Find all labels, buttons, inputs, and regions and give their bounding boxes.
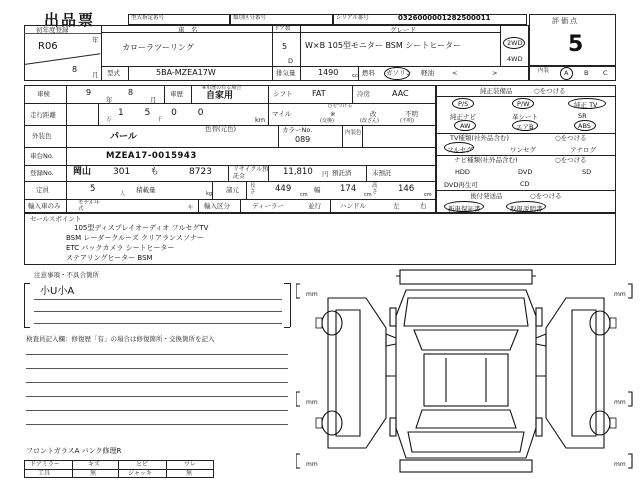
grade-value: W×B 105型モニター BSM シートヒーター [305,41,462,50]
shift-label: シフト [273,90,293,98]
wid-value: 174 [340,184,357,194]
equip-pw: P/W [517,100,530,108]
recycle-unit: 円 [322,170,329,178]
wid-label: 幅 [314,186,321,194]
serial-label: シリアル番号 [336,15,369,21]
selling-line-4: ステアリングヒーター BSM [66,254,153,262]
plate-region: 岡山 [73,167,92,177]
rear-note: ○をつける [530,192,562,200]
selling-line-3: ETC バックカメラ シートヒーター [66,244,175,252]
mileage-man: 万 [106,117,112,123]
equipment-title: 純正装備品 [480,87,513,95]
displacement-unit: cc [352,73,359,79]
hei-cm: cm [424,192,432,198]
shift-value: FAT [312,89,326,98]
legend-mirror: ドアミラー [30,461,60,468]
color-code-value: 089 [295,135,311,144]
notes-title: 注意事項・不具合箇所 [34,271,99,279]
legend-jack: ジャッキ [128,470,152,477]
import-parallel: 並行 [308,202,321,210]
inspection-year-unit: 年 [106,96,113,104]
legend-crack: ヒビ [136,461,149,468]
fuel-diesel: 軽油 [421,69,434,77]
tv-oneseg: ワンセグ [510,146,536,154]
selling-line-1: 105型ディスプレイオーディオ フルセグTV [74,224,209,232]
mileage-note: ○をつける [328,103,353,109]
len-value: 449 [275,184,292,194]
model-code-label: 型式指定番号 [131,15,165,21]
legend-jack-val: 無 [186,470,193,477]
nav-dvd: DVD [518,168,533,176]
mileage-sub2: (改ざん) [360,118,379,124]
model-value: 5BA-MZEA17W [156,68,216,77]
nav-title: ナビ種類(社外品含む) [454,156,518,164]
vehicle-name-value: カローラツーリング [122,43,194,52]
plate-number: 8723 [189,167,212,177]
use-label: 車歴 [170,90,183,98]
first-reg-year: R06 [38,41,58,52]
plate-label: 登録No. [30,169,54,177]
color-code-label: カラーNo. [282,126,313,134]
use-value: 自家用 [206,91,234,101]
tv-analog: アナログ [570,146,596,154]
mileage-opt3: 不明 [405,110,418,118]
color-name-label: 色替(元色) [205,125,237,133]
nav-note: ○をつける [555,156,587,164]
inspection-year: 9 [86,88,92,97]
grade-c: C [603,69,608,77]
ac-value: AAC [392,89,409,98]
mm-label-2: mm [306,399,318,406]
windshield-note: フロントガラスA バンク修理R [26,447,122,455]
damage-diagram [296,268,636,478]
load-unit: kg [206,191,213,197]
doors-value: 5 [282,42,288,51]
vehicle-name-label: 車 名 [178,26,198,34]
nav-sd: SD [582,168,592,176]
mm-label-6: mm [614,461,626,468]
plate-class: 301 [113,167,131,177]
wid-cm: cm [364,192,372,198]
hei-label: 高さ [372,183,378,195]
car-diagram-icon [296,268,636,478]
rating-label: 評価点 [552,17,579,25]
doors-unit: D [288,57,294,65]
inspector-title: 検査員記入欄：修復歴「有」の場合は修復箇所・交換箇所を記入 [26,335,215,343]
rear-warranty: 新車保証書 [448,205,481,213]
displacement-value: 1490 [318,68,339,77]
drive-2wd: 2WD [507,39,523,47]
equip-tv: 純正 TV [574,101,598,109]
equip-sr: SR [578,112,587,120]
mile-label: マイル [272,110,292,118]
first-reg-month-unit: 月 [92,71,99,79]
selling-line-2: BSM レーダークルーズ クリアランスソナー [66,234,204,242]
inspection-month-unit: 月 [150,96,157,104]
rating-value: 5 [568,32,584,57]
recycle-value: 11,810 [283,167,313,177]
plate-kana: も [150,167,160,177]
cd-label: CD [520,180,530,188]
nav-hdd: HDD [455,168,470,176]
use-top: ※車歴の有る場合 [202,85,242,91]
dim-label: 諸元 [226,186,239,194]
import-only-label: 輸入車のみ [28,202,61,210]
import-type-label: 輸入区分 [204,202,230,210]
interior-color-label: 内装色 [345,130,362,136]
mileage-sub3: (不明) [400,118,414,124]
legend-tools-val: 無 [90,470,97,477]
displacement-label: 排気量 [276,69,296,77]
hei-value: 146 [398,184,415,194]
color-value: パール [110,132,137,142]
import-left: 左 [393,202,400,210]
import-dealer: ディーラー [252,202,284,210]
chassis-label: 車台No. [30,152,54,160]
mileage-sen: 千 [157,117,163,123]
sheet-title: 出品票 [44,11,96,29]
mileage-opt1: ※ [330,110,336,118]
recycle-label: リサイクル預託金 [233,166,269,180]
drive-4wd: 4WD [507,55,523,63]
first-reg-month: 8 [72,65,78,74]
chassis-value: MZEA17-0015943 [106,151,197,161]
grade-a: A [564,69,569,77]
mileage-sub1: (交換) [320,118,334,124]
rear-manual: 取扱説明書 [510,205,543,213]
fuel-label: 燃料 [362,69,375,77]
model-year-label: モデル年式 [78,200,100,212]
load-label: 積載量 [136,186,156,194]
inspection-label: 車検 [37,90,50,98]
mileage-value: 1 5 0 0 [118,108,213,118]
capacity-label: 定員 [36,186,49,194]
len-label: 長さ [250,183,256,195]
len-cm: cm [300,192,308,198]
ac-label: 冷房 [357,90,370,98]
fuel-lt: < [452,69,458,77]
mm-label-4: mm [614,291,626,298]
capacity-value: 5 [90,184,96,194]
grade-b: B [584,69,589,77]
selling-points-title: セールスポイント [30,215,82,223]
tv-note: ○をつける [555,134,587,142]
recycle-no: 未預託 [372,169,392,177]
tv-title: TV種類(社外品含む) [450,134,509,142]
mileage-opt2: 改 [370,110,377,118]
first-reg-label: 初年度登録 [36,26,69,34]
mileage-label: 走行距離 [30,111,56,119]
serial-value: 0326000001282500011 [398,14,491,22]
first-reg-year-unit: 年 [92,36,99,44]
legend-tools: 工具 [38,470,51,477]
import-right: 右 [420,202,427,210]
equip-navi: 純正ナビ [450,113,476,121]
equipment-note: ○をつける [534,87,566,95]
fuel-gas: ガソリン [386,69,412,77]
model-label: 型式 [107,69,120,77]
equip-airbag: エアB [516,123,534,131]
equip-abs: ABS [578,122,591,130]
recycle-status: 預託済 [332,169,352,177]
notes-handwritten: 小U小A [40,286,75,297]
equip-leather: 革シート [512,113,538,121]
mm-label-1: mm [306,291,318,298]
mileage-unit: km [255,116,266,124]
equip-ps: P/S [458,100,469,108]
grade-label: グレード [390,26,416,34]
legend-scratch: キズ [88,461,100,468]
model-year-unit: 年 [188,205,194,211]
category-label: 類別区分番号 [233,15,267,21]
seat-label: 内装 [538,68,550,74]
rear-title: 後付発送品 [470,192,503,200]
dvd-playback: DVD再生可 [444,181,478,189]
capacity-unit: 人 [120,191,126,197]
inspection-month: 8 [128,88,134,97]
doors-label: ドア数 [274,26,291,32]
equip-aw: AW [460,122,471,130]
tv-fullseg: フルセグ [447,146,473,154]
import-handle: ハンドル [340,202,366,210]
mm-label-5: mm [614,399,626,406]
mm-label-3: mm [306,461,318,468]
legend-break: ワレ [184,461,197,468]
color-label: 外装色 [32,132,52,140]
fuel-gt: > [492,69,498,77]
